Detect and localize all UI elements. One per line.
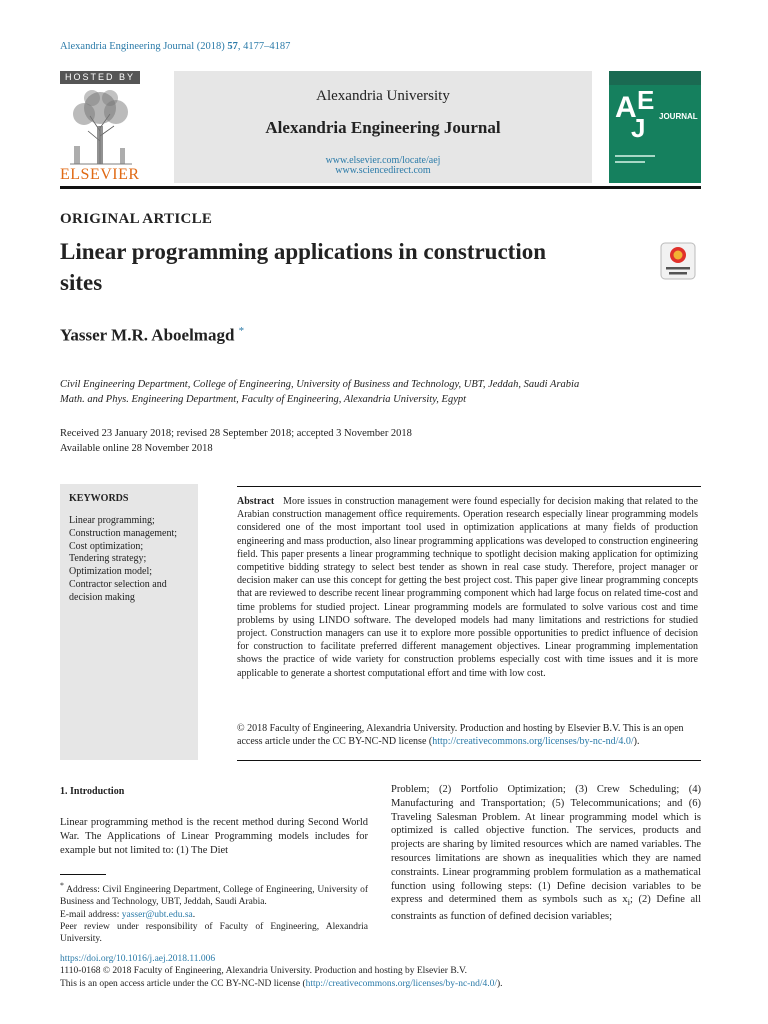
citation-pages: , 4177–4187 [237,41,291,52]
author-name-text: Yasser M.R. Aboelmagd [60,325,235,345]
keywords-list [69,515,197,605]
footnote-address [60,880,368,909]
header-divider [60,186,701,189]
article-title-line-2: sites [60,270,103,295]
citation-journal: Alexandria Engineering Journal (2018) [60,41,225,52]
article-title-line-1: Linear programming applications in construction [60,239,547,264]
page-footer [60,953,700,990]
abstract-label: Abstract [237,496,275,507]
footnote [60,880,368,946]
license-link[interactable]: http://creativecommons.org/licenses/by-nc-nd/4.0/ [432,736,634,748]
body-column-left: Linear programming method is the recent method during Second World War. The Applications of Linear Programming models includes for example but not limited to: (1) The Diet [60,817,368,856]
abstract [237,495,698,680]
keyword-item: Tendering strategy; [69,553,147,565]
body-right-text-end: ; (2) Define all constraints as function of defined decision variables; [391,894,701,923]
keyword-item: Optimization model; [69,566,153,578]
affiliation-1: Civil Engineering Department, College of Engineering, University of Business and Technology, UBT, Jeddah, Saudi Arabia [60,379,580,390]
elsevier-url-link[interactable]: www.elsevier.com/locate/aej [325,155,441,166]
footer-license-link[interactable]: http://creativecommons.org/licenses/by-nc-nd/4.0/ [305,978,497,989]
article-type: ORIGINAL ARTICLE [60,211,213,227]
email-label: E-mail address: [60,909,122,920]
svg-text:E: E [637,85,655,115]
footnote-address-text: Address: Civil Engineering Department, College of Engineering, University of Business and Technology, UBT, Jeddah, Saudi Arabia. [60,885,368,908]
journal-citation[interactable] [60,41,290,52]
keyword-item: Linear programming; [69,515,155,526]
available-online-date: Available online 28 November 2018 [60,443,213,454]
citation-volume: 57 [227,41,238,52]
copyright-text: © 2018 Faculty of Engineering, Alexandria University. Production and hosting by Elsevier B.V. This is an open access article under the CC BY-NC-ND license ( [237,723,684,748]
body-right-text: Problem; (2) Portfolio Optimization; (3) Crew Scheduling; (4) Manufacturing and Transportation; (5) Telecommunications; and (6) Traveling Salesman Problem. At linear programming model which is optimized is called objective function. The services, products and projects are sharing by limited resources which are named variables. The resources limitations are shown as inequalities which they are named constraints. Linear programming problem formulation as a mathematical function using following steps: (1) Define decision variables to be express and determined them as symbols such as x [391,784,701,906]
body-right-subscript: i [627,897,631,908]
hosted-by-label: HOSTED BY [60,71,140,84]
footnote-rule [60,874,106,875]
journal-cover-art [609,71,701,183]
abstract-bottom-rule [237,760,701,761]
journal-cover-thumbnail[interactable] [609,71,701,183]
peer-review-note: Peer review under responsibility of Faculty of Engineering, Alexandria University. [60,922,368,945]
keyword-item: Construction management; [69,527,178,539]
footer-license [60,978,700,990]
copyright-end: ). [633,736,640,748]
svg-text:A: A [615,91,637,124]
svg-text:J: J [631,113,646,143]
elsevier-tree-logo [60,86,142,166]
svg-text:JOURNAL: JOURNAL [659,112,698,121]
elsevier-wordmark: ELSEVIER [60,166,140,183]
keywords-heading: KEYWORDS [69,493,129,504]
article-dates [60,426,412,456]
affiliations [60,377,720,407]
journal-name: Alexandria Engineering Journal [265,118,501,137]
footnote-email [60,909,368,921]
issn-line: 1110-0168 © 2018 Faculty of Engineering, Alexandria University. Production and hosting by Elsevier B.V. [60,966,468,977]
body-column-right [391,783,701,924]
footer-license-end: ). [497,978,503,989]
abstract-top-rule [237,486,701,487]
university-name: Alexandria University [316,88,450,104]
keyword-item: Contractor selection and [69,578,167,590]
article-title [60,236,620,298]
keyword-item: Cost optimization; [69,540,144,552]
abstract-text: More issues in construction management were found especially for decision making that related to the Arabian construction management office requirements. Operation research especially linear programming models considered one of the most important tool used in optimization applications at many fields of production engineering and mass production, also linear programming applications was developed to construction engineering field. This paper presents a linear programming technique to spotlight decision making application for optimizing competitive bidding strategy to select best tender as shown in real case study. Therefore, project manager or decision maker can use this concept for getting the best project cost. This paper give linear programming concepts that are reviewed to describe recent linear programming component which had large focus on related time-cost and time problems for studied project. Linear programming models are formulated to solve various cost and time problems by using LINDO software. The developed models had many limitations and restrictions for studied project. Construction managers can use it to explore more possible opportunities to predict influence of decision for construction to facilitate preferred different management objectives. Linear programming implementation shows the practice of wide variety for construction problems especially cost with time issues and it is more applicable to generate a shortest computational effort and time with low cost. [237,496,699,679]
check-updates-icon [660,242,696,280]
author-footnote-mark[interactable]: * [238,325,245,337]
affiliation-2: Math. and Phys. Engineering Department, Faculty of Engineering, Alexandria University, Egypt [60,394,467,405]
received-dates: Received 23 January 2018; revised 28 September 2018; accepted 3 November 2018 [60,428,412,439]
email-end: . [192,909,196,920]
footnote-mark: * [60,881,64,890]
doi-link[interactable]: https://doi.org/10.1016/j.aej.2018.11.006 [60,954,216,964]
section-heading-introduction: 1. Introduction [60,786,125,797]
footer-license-text: This is an open access article under the CC BY-NC-ND license ( [60,978,306,989]
check-for-updates-badge[interactable] [660,242,696,280]
author-name [60,325,244,346]
sciencedirect-url-link[interactable]: www.sciencedirect.com [335,165,431,176]
keyword-item: decision making [69,591,135,603]
abstract-copyright [237,722,701,748]
email-link[interactable]: yasser@ubt.edu.sa [121,909,193,920]
